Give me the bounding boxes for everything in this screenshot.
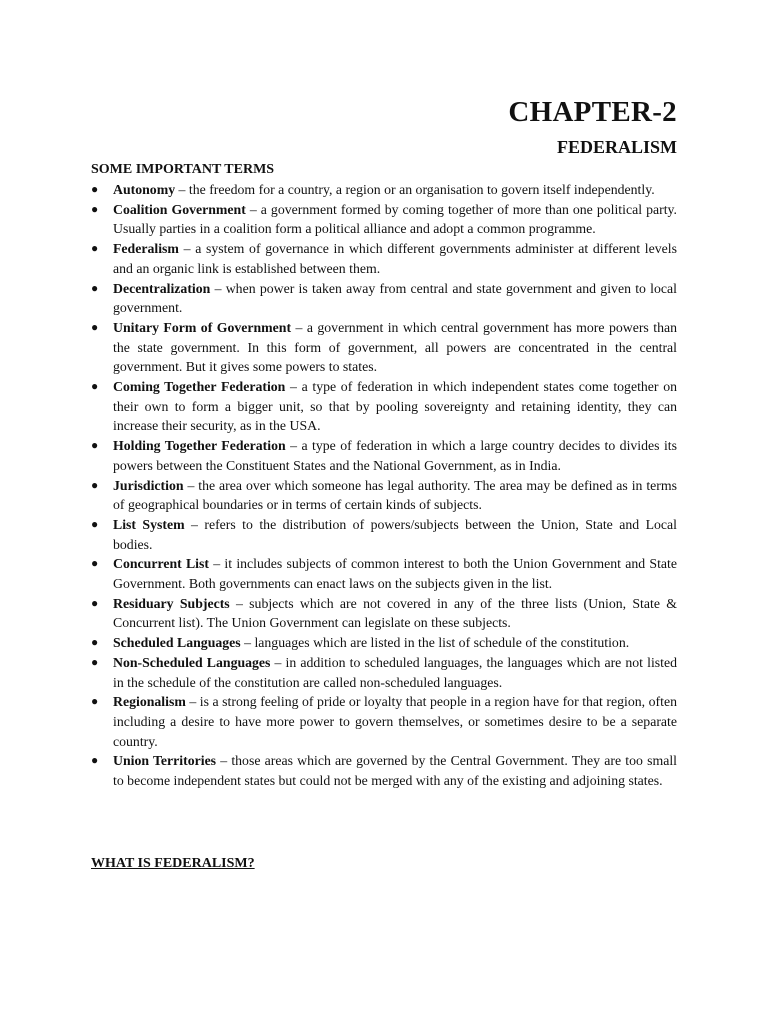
- bullet-icon: ●: [91, 753, 99, 768]
- bullet-icon: ●: [91, 694, 99, 709]
- term-definition: – refers to the distribution of powers/subjects between the Union, State and Local bodies.: [113, 516, 677, 552]
- bullet-icon: ●: [91, 595, 99, 610]
- term-name: Non-Scheduled Languages: [113, 654, 271, 670]
- terms-list: [91, 180, 677, 791]
- term-definition: – a government in which central government has more powers than the state government. In this form of government, all powers are concentrated in the central government. But it gives some powers to states.: [113, 319, 677, 375]
- term-item: [91, 653, 677, 692]
- term-name: Unitary Form of Government: [113, 319, 292, 335]
- term-name: Decentralization: [113, 280, 211, 296]
- bullet-icon: ●: [91, 280, 99, 295]
- term-item: [91, 180, 677, 200]
- term-name: Jurisdiction: [113, 477, 184, 493]
- term-definition: – it includes subjects of common interest to both the Union Government and State Government. Both governments can enact laws on the subjects given in the list.: [113, 556, 678, 592]
- term-definition: – a type of federation in which independent states come together on their own to form a bigger unit, so that by pooling sovereignty and retaining identity, they can increase their security, as in the USA.: [113, 379, 677, 434]
- term-item: [91, 594, 677, 633]
- term-definition: – the area over which someone has legal authority. The area may be defined as in terms of geographical boundaries or in terms of certain kinds of subjects.: [113, 477, 677, 513]
- term-item: [91, 633, 677, 653]
- term-definition: – a type of federation in which a large country decides to divides its powers between the Constituent States and the National Government, as in India.: [113, 438, 678, 473]
- term-item: [91, 476, 677, 515]
- term-item: [91, 692, 677, 751]
- term-definition: – is a strong feeling of pride or loyalty that people in a region have for that region, often including a desire to have more power to govern themselves, or sometimes desire to be a separate country.: [113, 694, 677, 749]
- term-item: [91, 436, 677, 475]
- what-is-federalism-heading: WHAT IS FEDERALISM?: [91, 856, 255, 871]
- term-item: [91, 318, 677, 377]
- bullet-icon: ●: [91, 319, 99, 334]
- term-name: Regionalism: [113, 694, 186, 710]
- term-name: Federalism: [113, 241, 179, 257]
- bullet-icon: ●: [91, 556, 99, 571]
- term-definition: – in addition to scheduled languages, the languages which are not listed in the schedule of the constitution are called non-scheduled languages.: [113, 654, 677, 690]
- bullet-icon: ●: [91, 379, 99, 394]
- term-name: Autonomy: [113, 182, 176, 197]
- bullet-icon: ●: [91, 635, 99, 650]
- term-name: Coming Together Federation: [113, 379, 286, 395]
- term-definition: – the freedom for a country, a region or an organisation to govern itself independently.: [175, 182, 655, 197]
- chapter-title: CHAPTER-2: [508, 96, 677, 128]
- bullet-icon: ●: [91, 654, 99, 669]
- bullet-icon: ●: [91, 182, 99, 196]
- term-name: Concurrent List: [113, 556, 209, 572]
- term-definition: – those areas which are governed by the Central Government. They are too small to become independent states but could not be merged with any of the existing and adjoining states.: [113, 753, 677, 789]
- term-item: [91, 554, 677, 593]
- bullet-icon: ●: [91, 438, 99, 453]
- term-item: [91, 515, 677, 554]
- term-item: [91, 751, 677, 790]
- term-item: [91, 377, 677, 436]
- term-item: [91, 239, 677, 278]
- term-name: Coalition Government: [113, 201, 246, 217]
- term-definition: – languages which are listed in the list of schedule of the constitution.: [240, 635, 630, 651]
- term-definition: – a government formed by coming together of more than one political party. Usually parties in a coalition form a political alliance and adopt a common programme.: [113, 201, 677, 237]
- term-name: Holding Together Federation: [113, 438, 286, 454]
- term-name: Union Territories: [113, 753, 217, 769]
- bullet-icon: ●: [91, 241, 99, 256]
- term-definition: – a system of governance in which different governments administer at different levels and an organic link is established between them.: [113, 241, 677, 276]
- chapter-subtitle: FEDERALISM: [556, 137, 677, 157]
- term-definition: – subjects which are not covered in any of the three lists (Union, State & Concurrent list). The Union Government can legislate on these subjects.: [113, 595, 677, 631]
- bullet-icon: ●: [91, 201, 99, 216]
- bullet-icon: ●: [91, 477, 99, 492]
- section-heading: SOME IMPORTANT TERMS: [91, 162, 275, 177]
- term-item: [91, 279, 677, 318]
- term-definition: – when power is taken away from central and state government and given to local government.: [113, 280, 677, 316]
- bullet-icon: ●: [91, 516, 99, 531]
- term-name: List System: [113, 516, 185, 532]
- term-name: Scheduled Languages: [113, 635, 241, 651]
- term-item: [91, 200, 677, 239]
- term-name: Residuary Subjects: [113, 595, 230, 611]
